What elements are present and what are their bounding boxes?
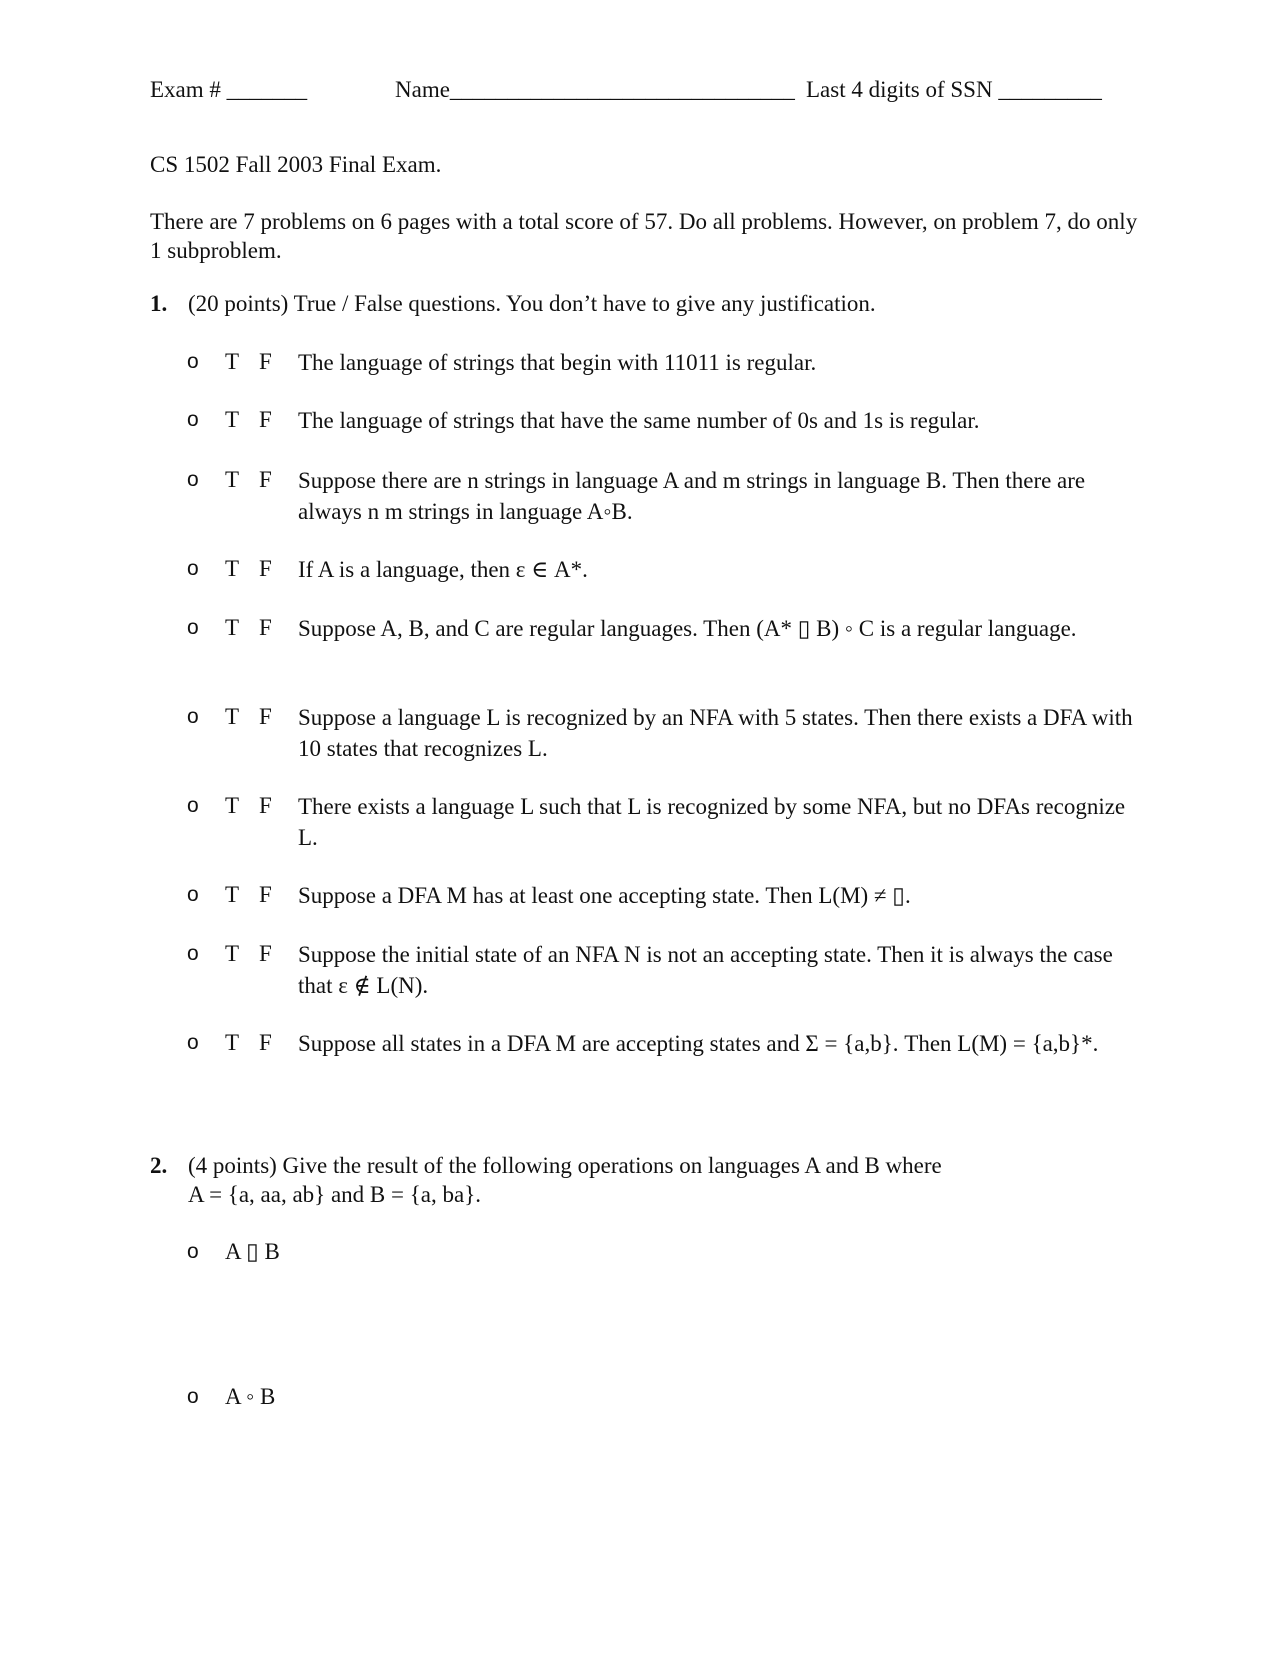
- true-option[interactable]: T: [225, 793, 240, 818]
- bullet-icon: o: [187, 350, 199, 373]
- false-option[interactable]: F: [259, 467, 272, 492]
- false-option[interactable]: F: [259, 556, 272, 581]
- tf-question-text: The language of strings that begin with 11011 is regular.: [298, 350, 817, 375]
- ssn-field: Last 4 digits of SSN _________: [806, 77, 1102, 102]
- exam-number-field: Exam # _______: [150, 77, 308, 102]
- operation-text: A ◦ B: [225, 1384, 276, 1409]
- false-option[interactable]: F: [259, 941, 272, 966]
- bullet-icon: o: [187, 557, 199, 580]
- tf-question-text: Suppose A, B, and C are regular languages. Then (A* ▯ B) ◦ C is a regular language.: [298, 616, 1077, 641]
- problem-1-heading: [150, 289, 876, 319]
- true-option[interactable]: T: [225, 349, 240, 374]
- problem-1-number: 1.: [150, 291, 168, 316]
- bullet-icon: o: [187, 616, 199, 639]
- tf-question-text: There exists a language L such that L is recognized by some NFA, but no DFAs recognize L.: [298, 794, 1126, 850]
- problem-1-heading-text: (20 points) True / False questions. You don’t have to give any justification.: [188, 291, 876, 316]
- problem-2-heading: [150, 1151, 942, 1181]
- problem-2-heading-line2: A = {a, aa, ab} and B = {a, ba}.: [188, 1182, 481, 1207]
- bullet-icon: o: [187, 794, 199, 817]
- false-option[interactable]: F: [259, 882, 272, 907]
- problem-2-number: 2.: [150, 1153, 168, 1178]
- false-option[interactable]: F: [259, 407, 272, 432]
- tf-question-text: Suppose the initial state of an NFA N is not an accepting state. Then it is always the case that ε ∉ L(N).: [298, 942, 1113, 998]
- tf-question-text: Suppose all states in a DFA M are accepting states and Σ = {a,b}. Then L(M) = {a,b}*.: [298, 1031, 1099, 1056]
- bullet-icon: o: [187, 1240, 199, 1263]
- operation-text: A ▯ B: [225, 1239, 280, 1264]
- true-option[interactable]: T: [225, 615, 240, 640]
- tf-question-text: If A is a language, then ε ∈ A*.: [298, 557, 588, 582]
- bullet-icon: o: [187, 1385, 199, 1408]
- true-option[interactable]: T: [225, 556, 240, 581]
- true-option[interactable]: T: [225, 882, 240, 907]
- problem-2-heading-text: (4 points) Give the result of the following operations on languages A and B where: [188, 1153, 942, 1178]
- exam-instructions: There are 7 problems on 6 pages with a total score of 57. Do all problems. However, on problem 7, do only 1 subproblem.: [150, 209, 1138, 263]
- true-option[interactable]: T: [225, 941, 240, 966]
- course-title: CS 1502 Fall 2003 Final Exam.: [150, 152, 442, 177]
- true-option[interactable]: T: [225, 467, 240, 492]
- bullet-icon: o: [187, 408, 199, 431]
- tf-question-text: Suppose a DFA M has at least one accepting state. Then L(M) ≠ ▯.: [298, 883, 911, 908]
- false-option[interactable]: F: [259, 615, 272, 640]
- name-field: Name______________________________: [395, 77, 795, 102]
- bullet-icon: o: [187, 942, 199, 965]
- false-option[interactable]: F: [259, 793, 272, 818]
- true-option[interactable]: T: [225, 407, 240, 432]
- false-option[interactable]: F: [259, 704, 272, 729]
- true-option[interactable]: T: [225, 1030, 240, 1055]
- bullet-icon: o: [187, 883, 199, 906]
- false-option[interactable]: F: [259, 1030, 272, 1055]
- tf-question-text: Suppose a language L is recognized by an NFA with 5 states. Then there exists a DFA with 10 states that recognizes L.: [298, 705, 1133, 761]
- bullet-icon: o: [187, 468, 199, 491]
- tf-question-text: Suppose there are n strings in language A and m strings in language B. Then there are always n m strings in language A◦B.: [298, 468, 1086, 524]
- tf-question-text: The language of strings that have the same number of 0s and 1s is regular.: [298, 408, 980, 433]
- true-option[interactable]: T: [225, 704, 240, 729]
- false-option[interactable]: F: [259, 349, 272, 374]
- bullet-icon: o: [187, 1031, 199, 1054]
- bullet-icon: o: [187, 705, 199, 728]
